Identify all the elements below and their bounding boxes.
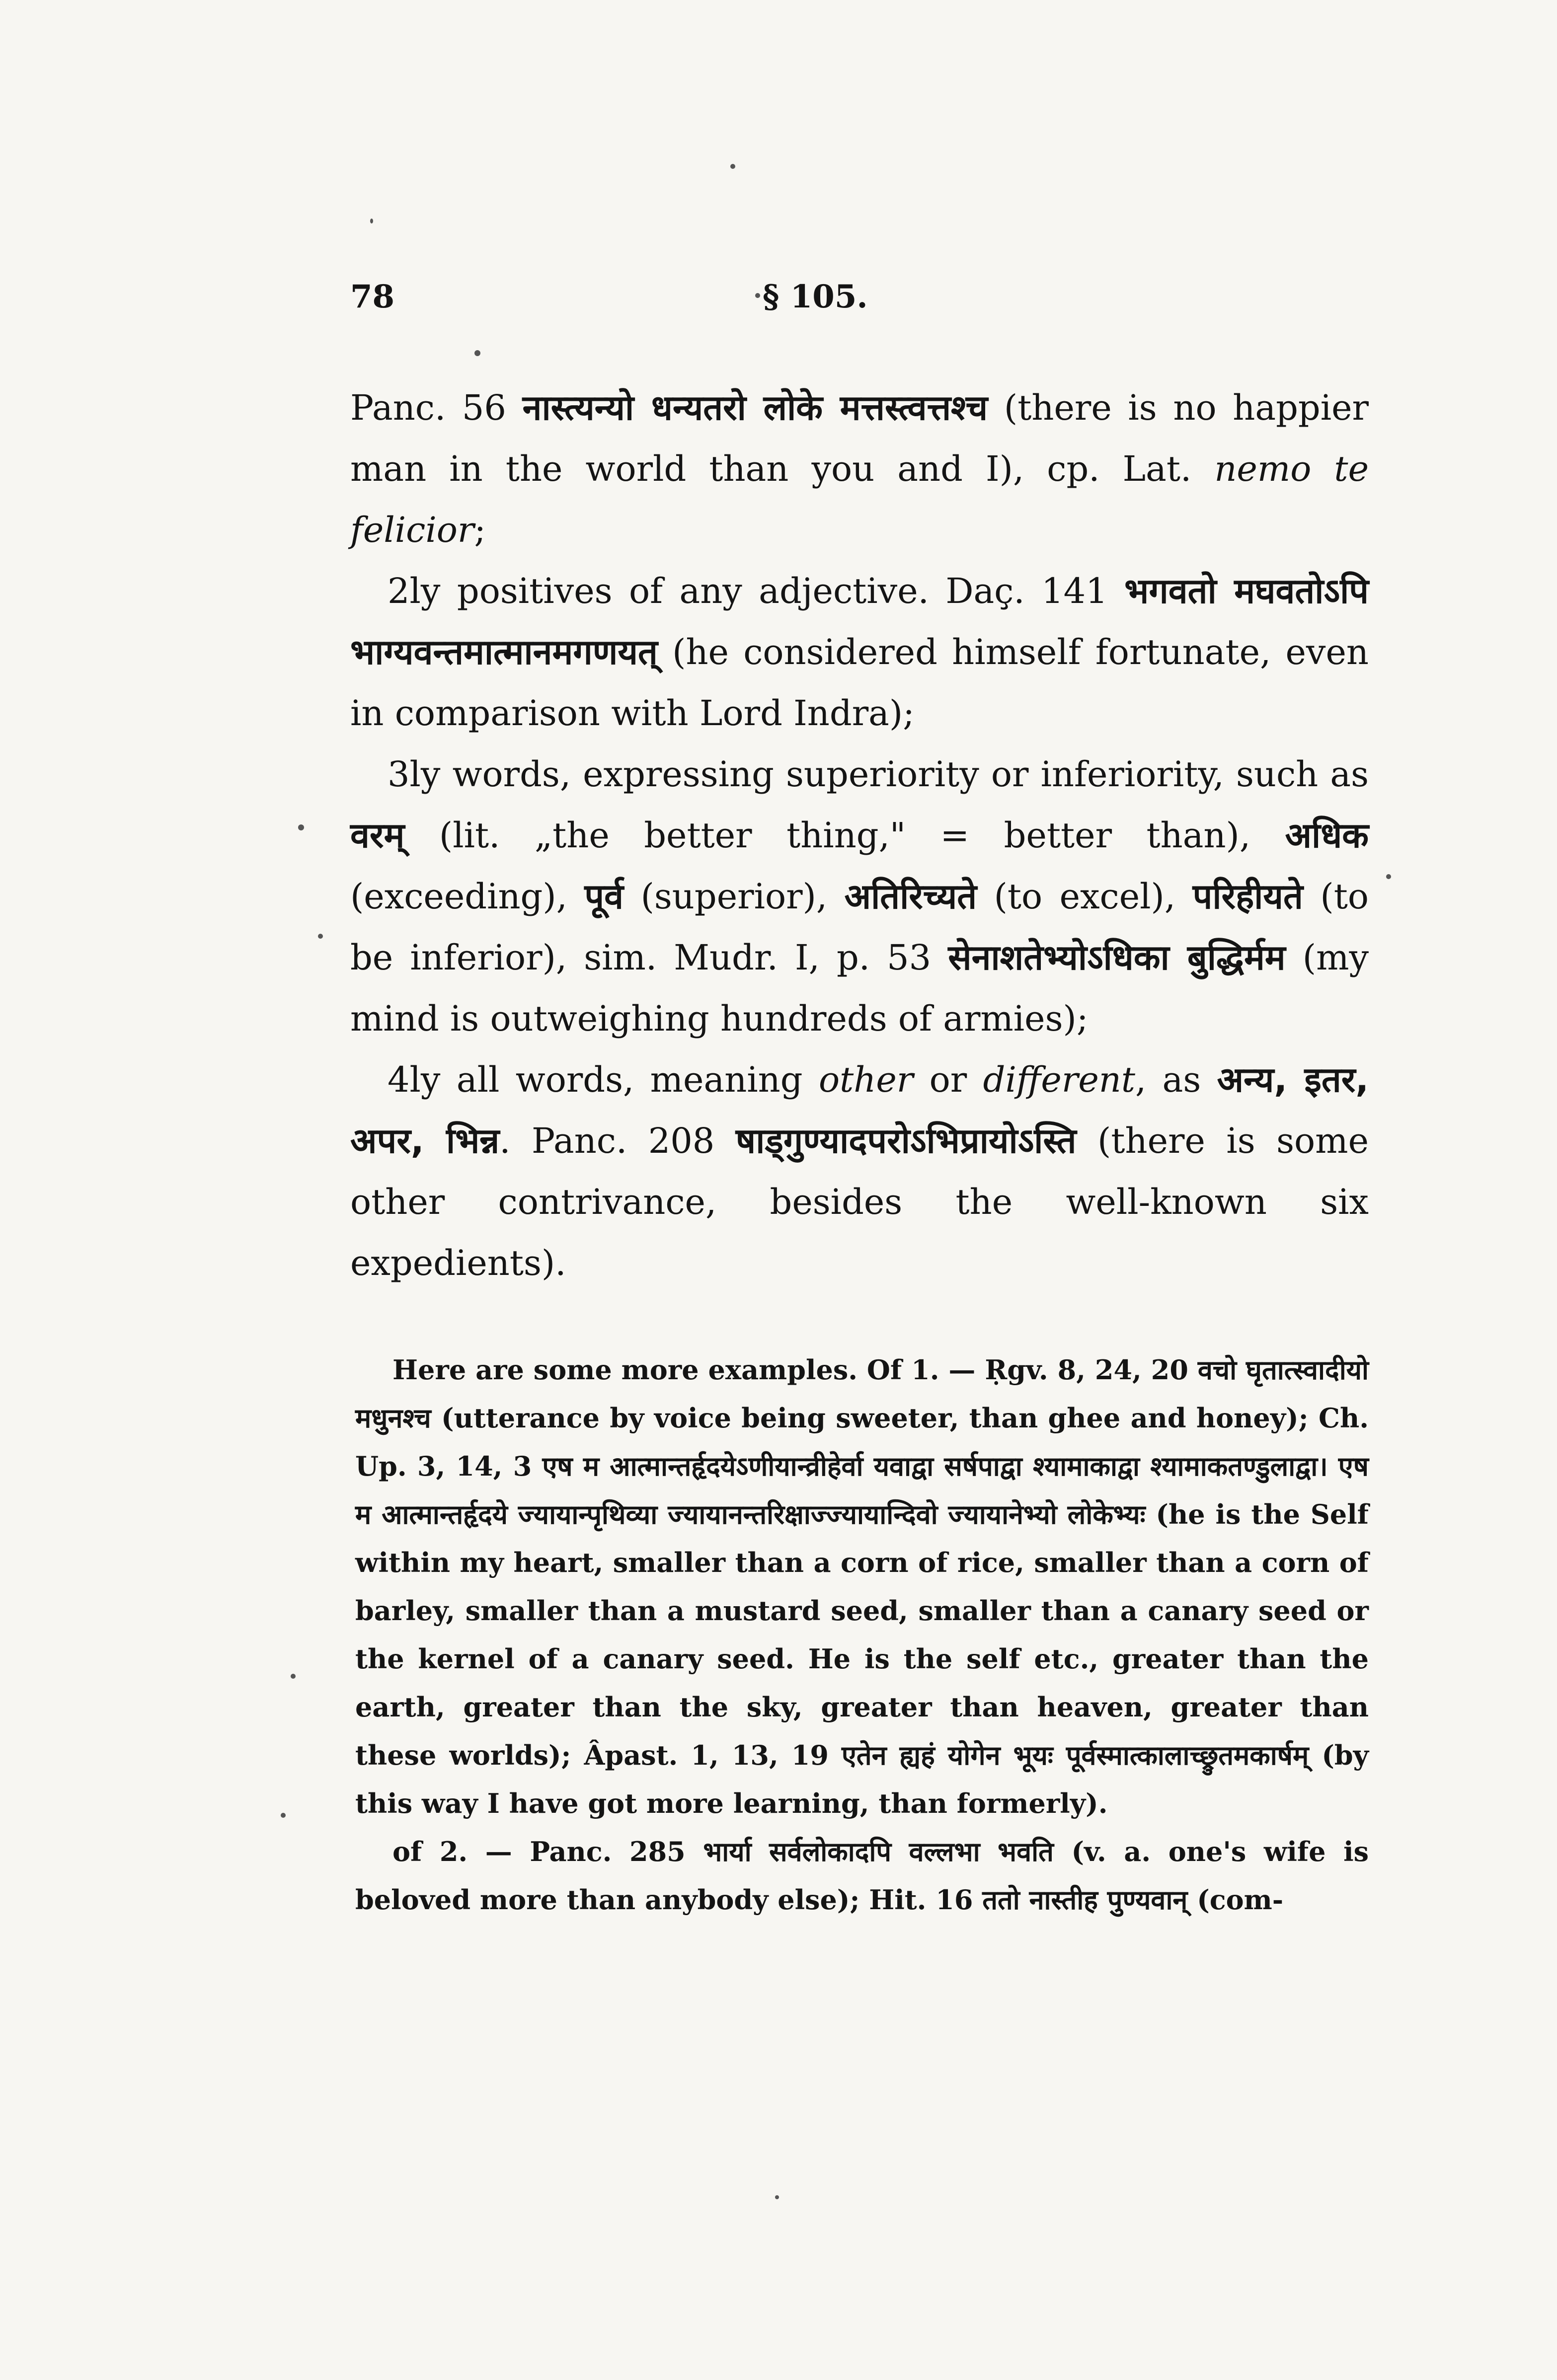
sanskrit-text: पूर्व <box>584 876 624 917</box>
sanskrit-text: एतेन ह्यहं योगेन भूयः पूर्वस्मात्कालाच्छ्रुतमकार्षम् <box>842 1740 1309 1771</box>
text-run: Here are some more examples. Of 1. — Ṛgv. 8, 24, 20 <box>392 1354 1198 1386</box>
paragraph-p2 <box>350 561 1369 744</box>
paragraph-p1 <box>350 377 1369 561</box>
italic-text: other <box>818 1059 914 1100</box>
text-run: (he considered himself fortunate, even in comparison with Lord Indra); <box>350 632 1369 734</box>
sanskrit-text: वरम् <box>350 815 405 856</box>
text-run: ; <box>474 510 486 550</box>
page-number: 78 <box>350 278 395 315</box>
text-run: (com- <box>1187 1884 1284 1916</box>
text-run: (by this way I have got more learning, than formerly). <box>355 1739 1369 1819</box>
scan-speck <box>281 1813 286 1818</box>
text-run: (v. a. one's wife is beloved more than anybody else); Hit. 16 <box>355 1836 1369 1916</box>
text-run: of 2. — Panc. 285 <box>392 1836 703 1867</box>
sanskrit-text: नास्त्यन्यो धन्यतरो लोके मत्तस्त्वत्तश्च <box>522 387 988 428</box>
examples-text <box>355 1346 1369 1924</box>
scan-speck <box>474 350 480 356</box>
text-run: (lit. „the better thing," = better than), <box>404 815 1285 856</box>
running-header <box>350 278 996 333</box>
sanskrit-text: अतिरिच्यते <box>844 876 977 917</box>
scan-speck <box>298 824 304 830</box>
text-run: or <box>913 1059 983 1100</box>
sanskrit-text: अधिक <box>1285 815 1369 856</box>
sanskrit-text: परिहीयते <box>1192 876 1303 917</box>
text-run: (superior), <box>623 876 845 917</box>
scan-speck <box>775 2195 779 2199</box>
scan-speck <box>755 293 760 298</box>
text-run: (to excel), <box>977 876 1193 917</box>
sanskrit-text: ततो नास्तीह पुण्यवान् <box>982 1884 1188 1916</box>
scan-speck <box>730 164 735 169</box>
section-marker: § 105. <box>763 278 868 315</box>
scan-speck <box>1386 874 1391 879</box>
sanskrit-text: वचो घृतात्स्वादीयो मधुनश्च <box>355 1354 1369 1434</box>
text-run: (my mind is outweighing hundreds of armies); <box>350 937 1369 1039</box>
text-run: 4ly all words, meaning <box>388 1059 819 1100</box>
italic-text: different <box>983 1059 1135 1100</box>
text-run: (exceeding), <box>350 876 585 917</box>
text-run: Panc. 56 <box>350 387 523 428</box>
text-run: (there is some other contrivance, besides the well-known six expedients). <box>350 1120 1369 1283</box>
scan-speck <box>318 934 323 939</box>
sanskrit-text: सेनाशतेभ्योऽधिका बुद्धिर्मम <box>948 937 1286 978</box>
paragraph-s2 <box>355 1828 1369 1924</box>
paragraph-p4 <box>350 1049 1369 1294</box>
sanskrit-text: भगवतो मघवतोऽपि भाग्यवन्तमात्मानमगणयत् <box>350 571 1369 672</box>
scan-speck <box>370 219 373 223</box>
sanskrit-text: एष म आत्मान्तर्हृदयेऽणीयान्व्रीहेर्वा यवाद्वा सर्षपाद्वा श्यामाकाद्वा श्यामाकतण्डुलाद्वा। एष म आत्मान्तर्हृदये ज्यायान्पृथिव्या ज्यायानन्तरिक्षाज्ज्यायान्दिवो ज्यायानेभ्यो लोकेभ्यः <box>355 1451 1369 1530</box>
text-run: (there is no happier man in the world than you and I), cp. Lat. <box>350 387 1369 489</box>
italic-text: nemo te felicior <box>350 448 1369 550</box>
sanskrit-text: अन्य, इतर, अपर, भिन्न <box>350 1059 1369 1161</box>
text-run: , as <box>1135 1059 1217 1100</box>
sanskrit-text: भार्या सर्वलोकादपि वल्लभा भवति <box>703 1836 1054 1867</box>
text-run: (he is the Self within my heart, smaller than a corn of rice, smaller than a corn of barley, smaller than a mustard seed, smaller than a canary seed or the kernel of a canary seed. He is the self etc., greater than the earth, greater than the sky, greater than heaven, greater than these worlds); Âpast. 1, 13, 19 <box>355 1498 1369 1771</box>
paragraph-s1 <box>355 1346 1369 1828</box>
text-run: 3ly words, expressing superiority or inferiority, such as <box>388 754 1369 795</box>
paragraph-p3 <box>350 744 1369 1049</box>
text-run: . Panc. 208 <box>499 1120 736 1161</box>
text-run: (utterance by voice being sweeter, than ghee and honey); Ch. Up. 3, 14, 3 <box>355 1402 1369 1482</box>
sanskrit-text: षाड्गुण्यादपरोऽभिप्रायोऽस्ति <box>735 1120 1077 1161</box>
scan-speck <box>291 1674 296 1679</box>
text-run: 2ly positives of any adjective. Daç. 141 <box>388 571 1125 611</box>
main-text <box>350 377 1369 1294</box>
text-run: (to be inferior), sim. Mudr. I, p. 53 <box>350 876 1369 978</box>
